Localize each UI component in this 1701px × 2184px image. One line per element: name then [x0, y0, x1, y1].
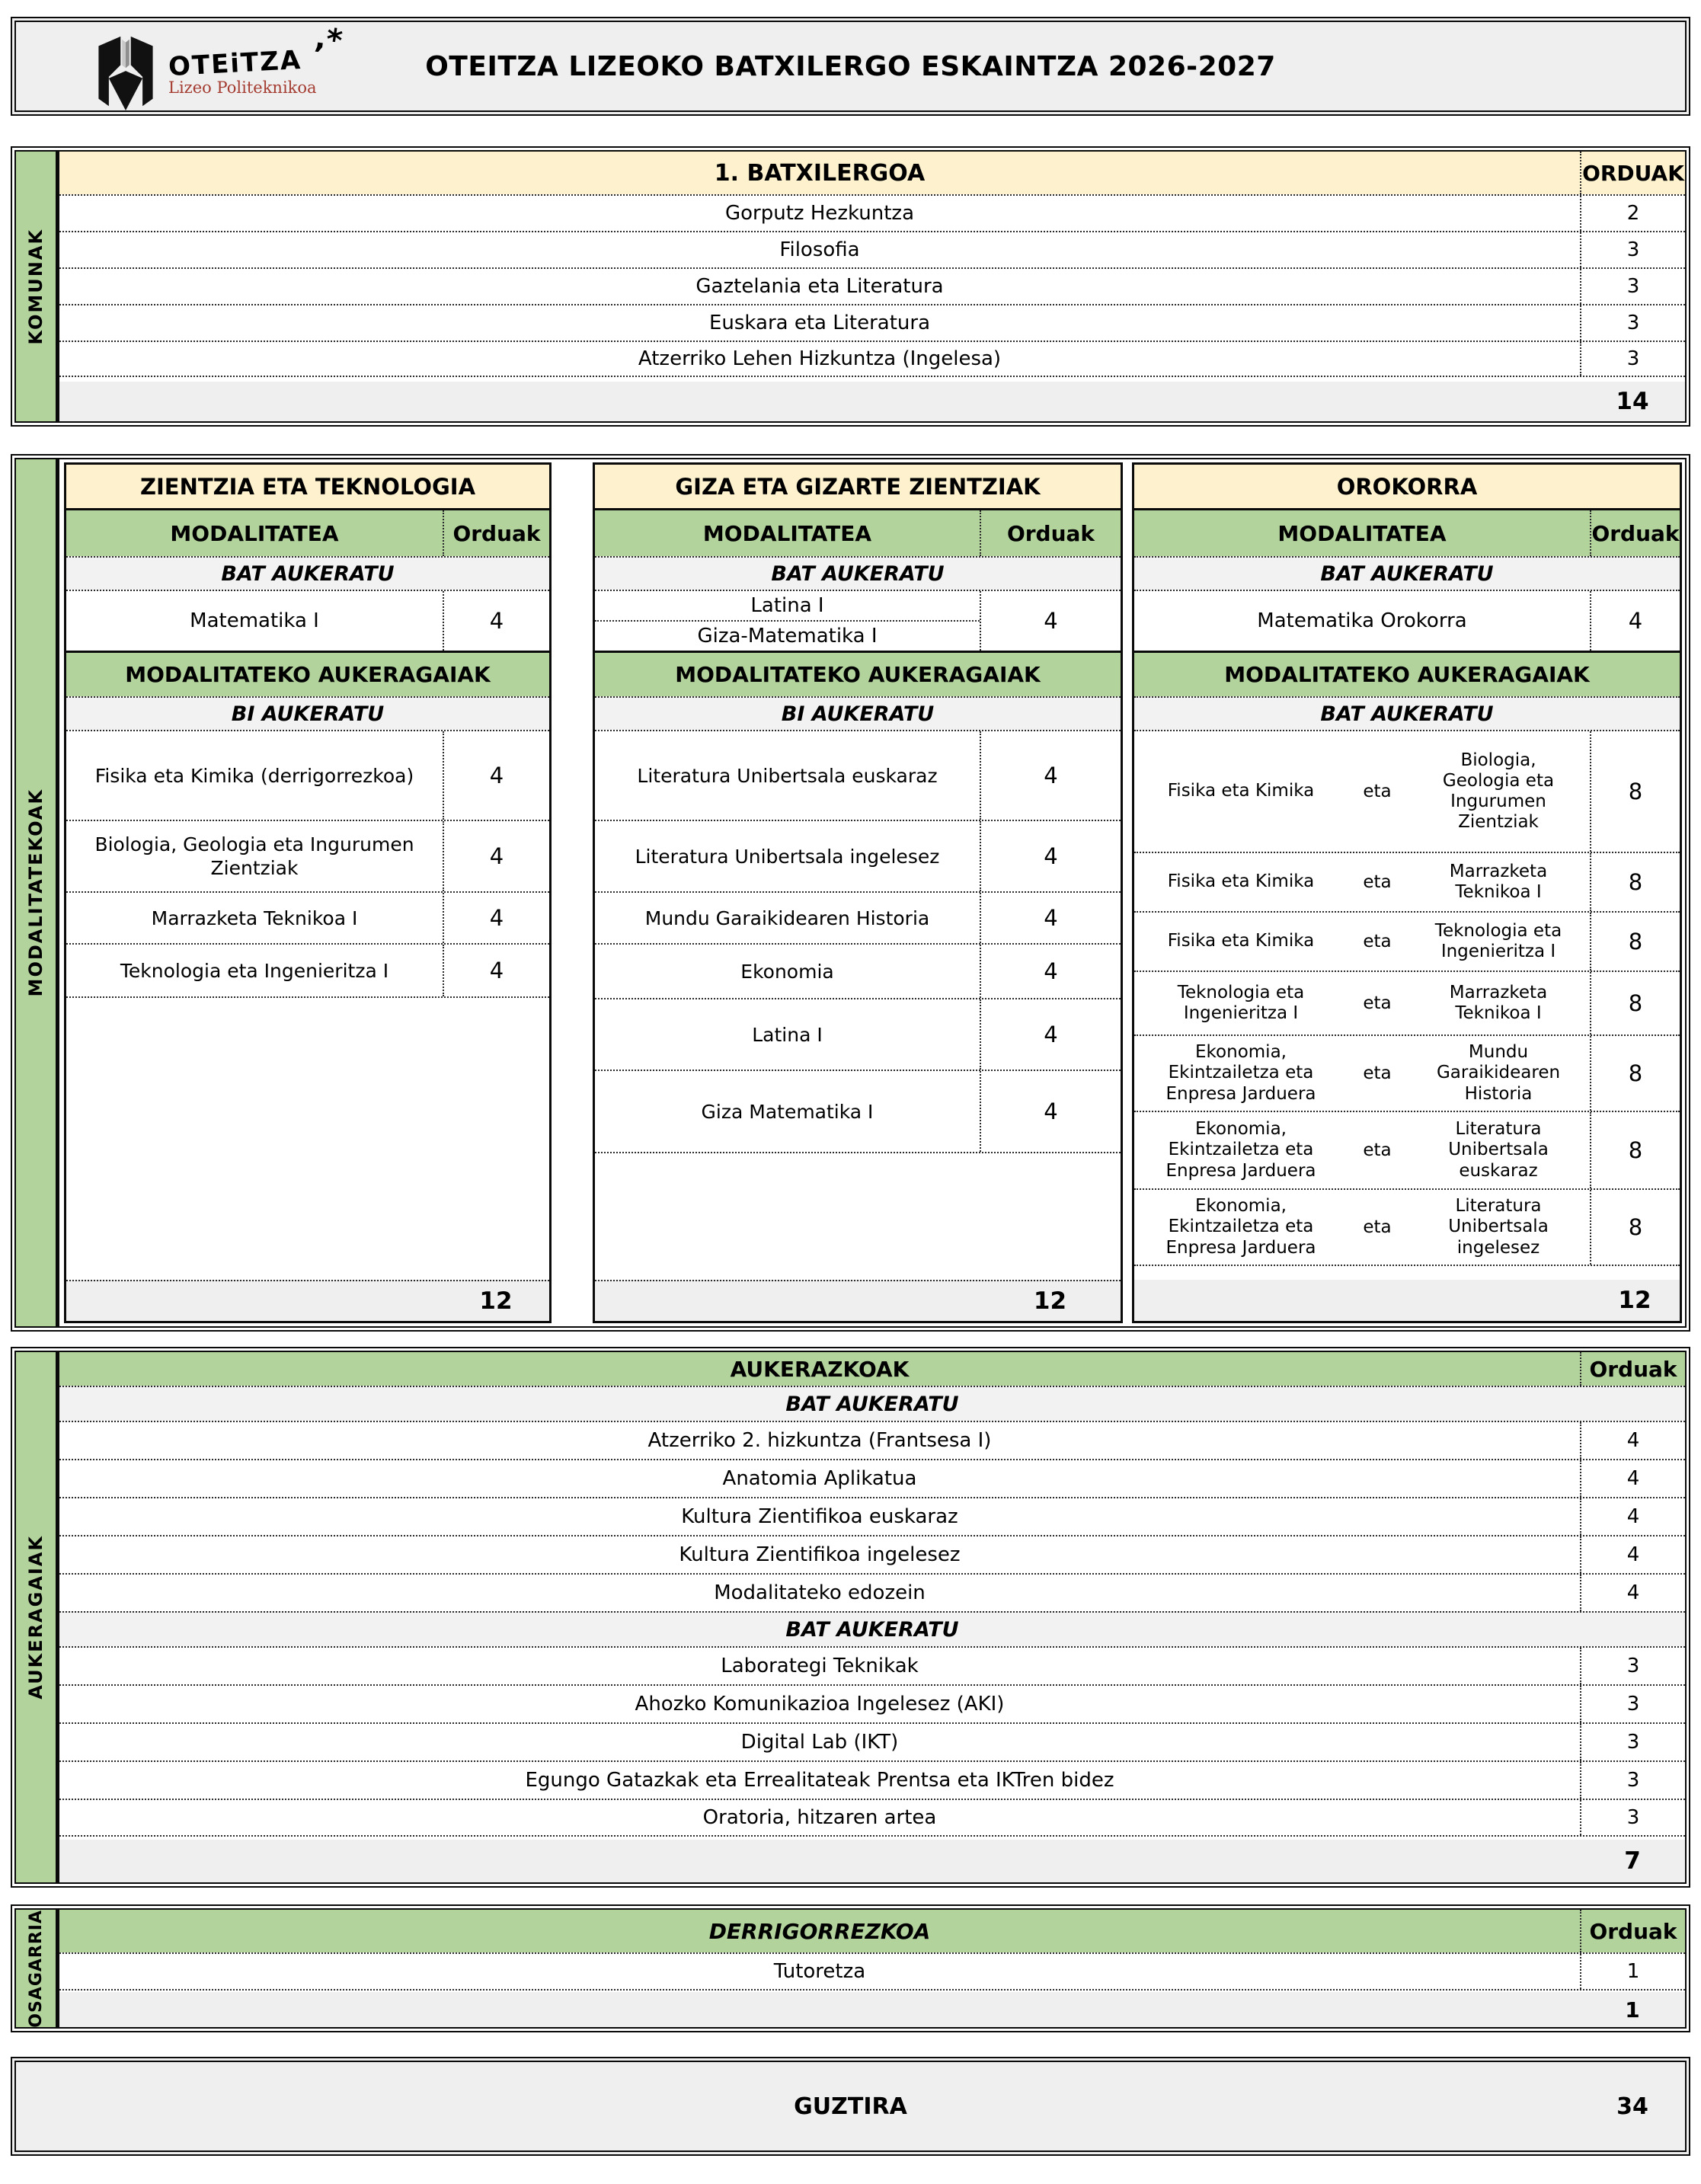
hours-cell: 4: [980, 821, 1121, 891]
connector-cell: eta: [1363, 1140, 1392, 1160]
column-header-row: [595, 510, 1121, 556]
choose-two-row: [66, 696, 549, 730]
hours-cell: 4: [443, 893, 549, 943]
hours-cell: 3: [1580, 305, 1685, 341]
first-subject-cell: Ekonomia, Ekintzailetza eta Enpresa Jarduera: [1165, 1196, 1316, 1258]
table-row: [59, 1760, 1685, 1799]
osagarria-table: [59, 1910, 1685, 2027]
table-row: [59, 1952, 1685, 1991]
hours-cell: 4: [443, 945, 549, 996]
modalitatekoak-sidebar-label: MODALITATEKOAK: [25, 788, 46, 997]
osagarria-sidebar: [16, 1910, 59, 2027]
table-row: [595, 891, 1121, 943]
subject-cell: Teknologia eta Ingenieritza I: [120, 959, 389, 982]
subject-cell: Matematika I: [190, 609, 319, 632]
giza-table: [593, 462, 1123, 1323]
spacer-cell: [1134, 1280, 1590, 1321]
table-row: [59, 1799, 1685, 1837]
second-subject-cell: Mundu Garaikidearen Historia: [1436, 1042, 1561, 1104]
subject-cell: Filosofia: [779, 238, 860, 261]
page-title: OTEITZA LIZEOKO BATXILERGO ESKAINTZA 2026-2027: [425, 50, 1276, 82]
hours-cell: 8: [1590, 1190, 1680, 1265]
choose-one-row-b: [59, 1611, 1685, 1646]
subject-cell: Ahozko Komunikazioa Ingelesez (AKI): [635, 1693, 1005, 1716]
subject-cell: Kultura Zientifikoa euskaraz: [681, 1505, 958, 1528]
optionals-title: MODALITATEKO AUKERAGAIAK: [1224, 662, 1590, 687]
table-row: [66, 590, 549, 651]
table-row: [59, 231, 1685, 267]
giza-title: GIZA ETA GIZARTE ZIENTZIAK: [675, 473, 1041, 500]
table-row: [59, 1646, 1685, 1684]
hours-header: Orduak: [443, 510, 549, 556]
subject-cell: Tutoretza: [773, 1960, 866, 1983]
second-subject-cell: Literatura Unibertsala ingelesez: [1448, 1196, 1549, 1258]
logo-asterisk-icon: [312, 21, 344, 59]
hours-cell: 3: [1580, 1724, 1685, 1760]
subject-cell: Egungo Gatazkak eta Errealitateak Prentsa eta IKTren bidez: [525, 1769, 1114, 1792]
table-row: [1134, 1034, 1680, 1111]
choose-one-label: BAT AUKERATU: [771, 561, 945, 586]
modality-header: MODALITATEA: [1277, 520, 1447, 546]
spacer-cell: [59, 1992, 1580, 2027]
hours-cell: 4: [1590, 591, 1680, 651]
orokorra-total-value: 12: [1618, 1287, 1651, 1314]
hours-cell: 4: [1580, 1422, 1685, 1459]
subject-cell: Biologia, Geologia eta Ingurumen Zientziak: [94, 833, 414, 879]
zientzia-title-row: [66, 465, 549, 510]
hours-cell: 4: [980, 945, 1121, 998]
table-row: [66, 730, 549, 820]
komunak-title: 1. BATXILERGOA: [714, 159, 926, 187]
hours-cell: 4: [443, 591, 549, 651]
second-subject-cell: Teknologia eta Ingenieritza I: [1434, 920, 1562, 961]
hours-cell: 4: [1580, 1498, 1685, 1535]
aukeragaiak-sidebar-label: AUKERAGAIAK: [25, 1535, 46, 1700]
choose-one-label: BAT AUKERATU: [221, 561, 395, 586]
subject-cell: Giza Matematika I: [701, 1100, 874, 1123]
choose-one-label: BAT AUKERATU: [785, 1392, 959, 1416]
table-row: [595, 730, 1121, 820]
column-header-row: [66, 510, 549, 556]
choose-one-row: [595, 556, 1121, 590]
table-row: [595, 998, 1121, 1070]
guztira-value: 34: [1616, 2093, 1648, 2120]
connector-cell: eta: [1363, 782, 1392, 801]
zientzia-total-value: 12: [479, 1287, 513, 1315]
osagarria-total-row: [59, 1992, 1685, 2027]
hours-cell: 3: [1580, 232, 1685, 267]
subject-cell: Literatura Unibertsala euskaraz: [637, 764, 938, 787]
optionals-title-row: [66, 651, 549, 696]
subject-cell: Latina I: [750, 594, 824, 617]
hours-cell: 4: [980, 999, 1121, 1070]
spacer-cell: [16, 2062, 121, 2150]
hours-cell: 3: [1580, 1762, 1685, 1799]
komunak-section: [11, 146, 1690, 427]
hours-cell: 2: [1580, 196, 1685, 231]
table-row: [66, 891, 549, 943]
orokorra-title-row: [1134, 465, 1680, 510]
table-row: [66, 820, 549, 891]
table-row: [1134, 590, 1680, 651]
hours-cell: 1: [1580, 1954, 1685, 1989]
aukeragaiak-total-value: 7: [1624, 1847, 1641, 1875]
subject-cell: Ekonomia: [740, 960, 834, 983]
optionals-title-row: [1134, 651, 1680, 696]
hours-cell: 4: [443, 731, 549, 820]
table-row: [1134, 1188, 1680, 1266]
aukeragaiak-header-row: [59, 1352, 1685, 1386]
osagarria-header-row: [59, 1910, 1685, 1952]
hours-cell: 4: [1580, 1460, 1685, 1497]
logo-wordmark: OTEiTZA: [168, 44, 303, 83]
modality-header: MODALITATEA: [170, 520, 339, 546]
hours-cell: 8: [1590, 1112, 1680, 1188]
connector-cell: eta: [1363, 1217, 1392, 1237]
hours-cell: 3: [1580, 342, 1685, 376]
optionals-title: MODALITATEKO AUKERAGAIAK: [675, 662, 1041, 687]
zientzia-title: ZIENTZIA ETA TEKNOLOGIA: [139, 473, 476, 500]
hours-cell: 8: [1590, 972, 1680, 1034]
aukeragaiak-section: [11, 1347, 1690, 1888]
table-row: [66, 943, 549, 998]
choose-one-row: [66, 556, 549, 590]
table-row: [59, 341, 1685, 377]
second-subject-cell: Biologia, Geologia eta Ingurumen Zientziak: [1442, 750, 1555, 833]
subject-cell: Matematika Orokorra: [1257, 609, 1467, 632]
choose-two-label: BI AUKERATU: [231, 702, 385, 726]
table-row: [595, 820, 1121, 891]
komunak-sidebar: [16, 152, 59, 421]
hours-header: Orduak: [1580, 1352, 1685, 1386]
spacer-cell: [59, 1840, 1580, 1882]
subject-cell: Latina I: [752, 1023, 823, 1046]
choose-two-label: BI AUKERATU: [781, 702, 935, 726]
table-row: [1134, 730, 1680, 852]
logo-text: [168, 44, 317, 97]
table-row: [59, 1684, 1685, 1722]
osagarria-total-value: 1: [1625, 1997, 1640, 2023]
spacer-cell: [595, 1281, 980, 1321]
choose-two-row: [595, 696, 1121, 730]
connector-cell: eta: [1363, 872, 1392, 892]
second-subject-cell: Marrazketa Teknikoa I: [1449, 861, 1548, 902]
choose-one-label: BAT AUKERATU: [1320, 702, 1494, 726]
subject-cell: Atzerriko 2. hizkuntza (Frantsesa I): [647, 1429, 992, 1452]
page-header: [11, 17, 1690, 116]
subject-cell: Kultura Zientifikoa ingelesez: [679, 1543, 961, 1566]
optionals-title: MODALITATEKO AUKERAGAIAK: [125, 662, 491, 687]
giza-total-row: [595, 1280, 1121, 1321]
hours-cell: 4: [980, 591, 1121, 651]
hours-header: Orduak: [980, 510, 1121, 556]
modality-header: MODALITATEA: [702, 520, 872, 546]
choose-one-row: [1134, 556, 1680, 590]
komunak-total-row: [59, 382, 1685, 421]
hours-cell: 3: [1580, 269, 1685, 304]
subject-cell: Marrazketa Teknikoa I: [151, 907, 358, 929]
choose-one-row-b: [1134, 696, 1680, 730]
hours-cell: 4: [443, 821, 549, 891]
connector-cell: eta: [1363, 932, 1392, 951]
subject-cell: Oratoria, hitzaren artea: [702, 1806, 937, 1829]
table-row: [1134, 970, 1680, 1034]
komunak-header-row: [59, 152, 1685, 194]
subject-cell: Laborategi Teknikak: [721, 1655, 919, 1677]
table-row: [595, 1070, 1121, 1153]
komunak-hours-header: ORDUAK: [1580, 152, 1685, 194]
hours-cell: 3: [1580, 1800, 1685, 1835]
choose-one-row: [59, 1386, 1685, 1421]
komunak-total-value: 14: [1616, 388, 1649, 415]
osagarria-title: DERRIGORREZKOA: [708, 1918, 931, 1944]
table-row: [59, 267, 1685, 304]
first-subject-cell: Ekonomia, Ekintzailetza eta Enpresa Jarduera: [1165, 1042, 1316, 1104]
spacer-cell: [66, 1281, 443, 1321]
guztira-label: GUZTIRA: [794, 2093, 907, 2120]
table-row: [59, 1573, 1685, 1611]
subject-cell: Atzerriko Lehen Hizkuntza (Ingelesa): [638, 347, 1002, 370]
hours-cell: 8: [1590, 731, 1680, 852]
hours-cell: 4: [1580, 1536, 1685, 1573]
komunak-sidebar-label: KOMUNAK: [25, 228, 46, 345]
first-subject-cell: Fisika eta Kimika: [1167, 931, 1315, 951]
subject-cell: Gorputz Hezkuntza: [724, 202, 914, 225]
aukeragaiak-title: AUKERAZKOAK: [730, 1356, 910, 1382]
guztira-section: [11, 2057, 1690, 2156]
table-row: [59, 1459, 1685, 1497]
subject-cell: Fisika eta Kimika (derrigorrezkoa): [94, 764, 414, 787]
subject-cell: Literatura Unibertsala ingelesez: [635, 845, 940, 868]
table-row: [59, 1421, 1685, 1459]
giza-total-value: 12: [1033, 1287, 1067, 1315]
table-row: [59, 304, 1685, 341]
subject-cell: Euskara eta Literatura: [708, 312, 931, 334]
modalitatekoak-content: [59, 459, 1685, 1326]
subject-cell: Digital Lab (IKT): [740, 1731, 899, 1754]
second-subject-cell: Literatura Unibertsala euskaraz: [1448, 1119, 1549, 1181]
zientzia-table: [64, 462, 552, 1323]
hours-cell: 8: [1590, 1036, 1680, 1111]
choose-one-label: BAT AUKERATU: [1320, 561, 1494, 586]
table-row: [1134, 911, 1680, 970]
first-subject-cell: Fisika eta Kimika: [1167, 871, 1315, 892]
first-subject-cell: Ekonomia, Ekintzailetza eta Enpresa Jarduera: [1165, 1119, 1316, 1181]
stacked-subjects: [595, 591, 980, 651]
aukeragaiak-table: [59, 1352, 1685, 1882]
subject-cell: Modalitateko edozein: [714, 1581, 926, 1604]
table-row: [59, 1722, 1685, 1760]
hours-cell: 3: [1580, 1686, 1685, 1722]
hours-header: Orduak: [1590, 510, 1680, 556]
orokorra-total-row: [1134, 1280, 1680, 1321]
giza-title-row: [595, 465, 1121, 510]
osagarria-section: [11, 1904, 1690, 2032]
modalitatekoak-sidebar: [16, 459, 59, 1326]
hours-cell: 4: [1580, 1575, 1685, 1611]
aukeragaiak-total-row: [59, 1840, 1685, 1882]
zientzia-total-row: [66, 1280, 549, 1321]
spacer-cell: [59, 382, 1580, 421]
connector-cell: eta: [1363, 1063, 1392, 1083]
osagarria-sidebar-label: OSAGARRIA: [26, 1909, 46, 2028]
hours-cell: 4: [980, 1071, 1121, 1152]
hours-header: Orduak: [1580, 1910, 1685, 1952]
logo-book-icon: [92, 34, 159, 110]
table-row: [59, 194, 1685, 231]
orokorra-title: OROKORRA: [1336, 473, 1478, 500]
second-subject-cell: Marrazketa Teknikoa I: [1449, 982, 1548, 1023]
table-row: [595, 590, 1121, 651]
choose-one-label: BAT AUKERATU: [785, 1617, 959, 1642]
first-subject-cell: Fisika eta Kimika: [1167, 781, 1315, 801]
aukeragaiak-sidebar: [16, 1352, 59, 1882]
modalitatekoak-section: [11, 454, 1690, 1332]
school-logo: [92, 34, 317, 110]
subject-cell: Giza-Matematika I: [595, 620, 980, 651]
logo-subtitle: Lizeo Politeknikoa: [168, 78, 317, 97]
hours-cell: 8: [1590, 913, 1680, 970]
subject-cell: Anatomia Aplikatua: [722, 1467, 917, 1490]
hours-cell: 8: [1590, 853, 1680, 911]
hours-cell: 3: [1580, 1648, 1685, 1684]
optionals-title-row: [595, 651, 1121, 696]
column-header-row: [1134, 510, 1680, 556]
orokorra-table: [1132, 462, 1682, 1323]
hours-cell: 4: [980, 893, 1121, 943]
hours-cell: 4: [980, 731, 1121, 820]
table-row: [595, 943, 1121, 998]
table-row: [1134, 852, 1680, 911]
table-row: [59, 1497, 1685, 1535]
subject-cell: Mundu Garaikidearen Historia: [644, 907, 930, 929]
table-row: [59, 1535, 1685, 1573]
connector-cell: eta: [1363, 993, 1392, 1013]
table-row: [1134, 1111, 1680, 1188]
first-subject-cell: Teknologia eta Ingenieritza I: [1177, 982, 1305, 1023]
komunak-table: [59, 152, 1685, 421]
subject-cell: Gaztelania eta Literatura: [695, 275, 944, 298]
